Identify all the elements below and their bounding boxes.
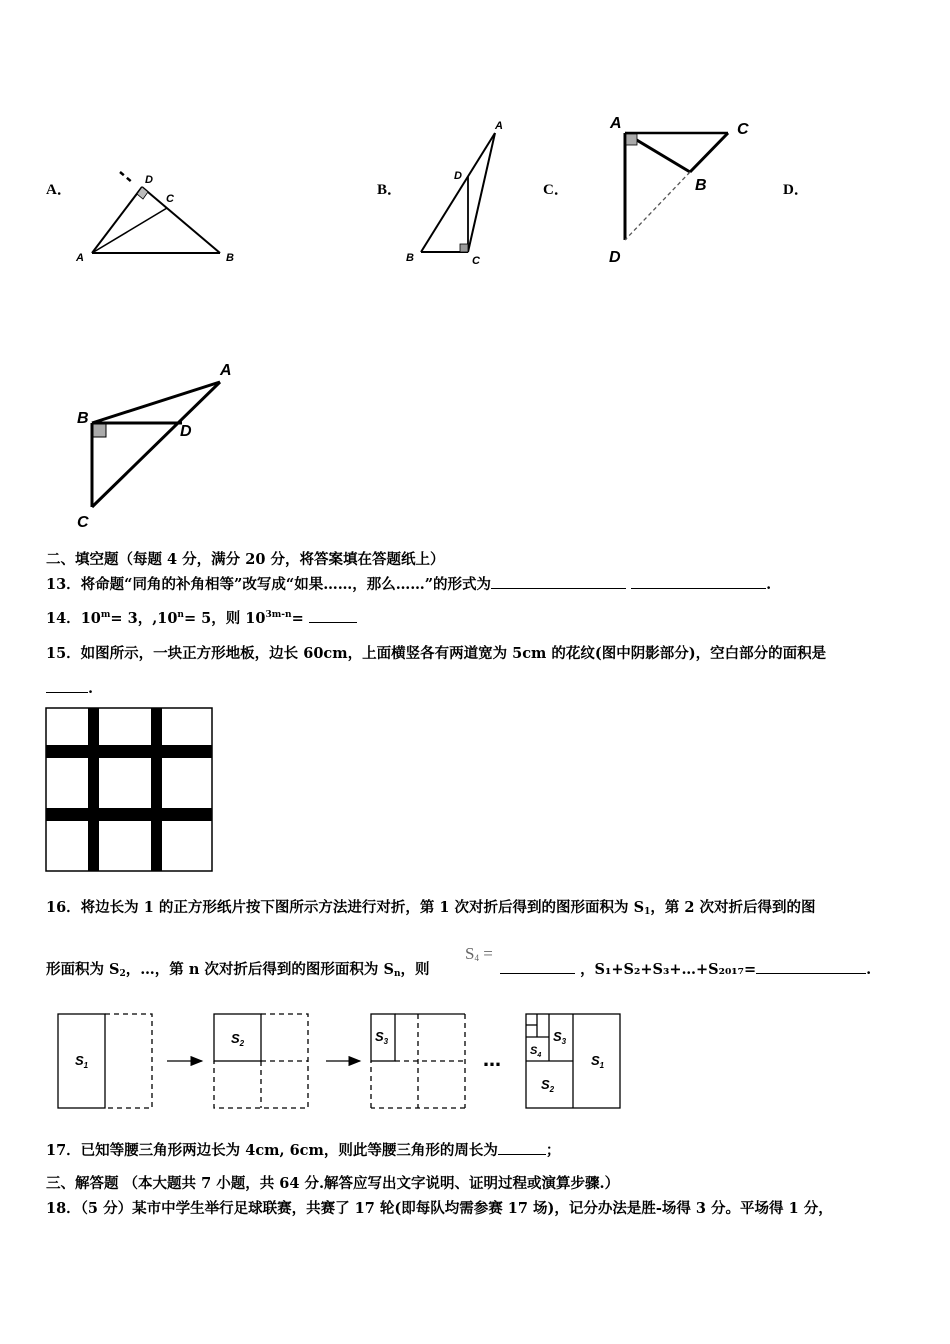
fig-c-label-b: B bbox=[695, 177, 707, 194]
fold-step3-s3: $S_3$ bbox=[375, 1029, 389, 1046]
question-16-line1 bbox=[46, 896, 816, 917]
fig-d-label-a: A bbox=[220, 362, 232, 379]
fold-step1-s1: $S_1$ bbox=[75, 1053, 89, 1070]
question-16-line2 bbox=[46, 958, 430, 979]
section-3-title: 三、解答题 （本大题共 7 小题，共 64 分.解答应写出文字说明、证明过程或演算步骤.） bbox=[46, 1175, 620, 1192]
q13-text: 13．将命题“同角的补角相等”改写成“如果……，那么……”的形式为 bbox=[46, 576, 492, 593]
q15-answer bbox=[46, 680, 93, 697]
s4-label: S bbox=[465, 944, 475, 963]
fig-a-label-a: A bbox=[76, 252, 84, 264]
option-b-label: B． bbox=[377, 182, 403, 198]
q14-p2-sup: n bbox=[177, 610, 184, 620]
q13-blank-2[interactable] bbox=[631, 588, 766, 589]
fig-a-label-b: B bbox=[226, 252, 234, 264]
fold-step4-s3: $S_3$ bbox=[553, 1029, 567, 1046]
q14-p4: = bbox=[291, 610, 309, 627]
fig-b-label-d: D bbox=[454, 170, 462, 182]
q17-end: ； bbox=[545, 1142, 561, 1159]
folding-sequence-figure bbox=[55, 1010, 630, 1112]
fig-a-label-d: D bbox=[145, 174, 153, 186]
q15-text: 15．如图所示，一块正方形地板，边长 60cm，上面横竖各有两道宽为 5cm 的花纹(图中阴影部分)，空白部分的面积是 bbox=[46, 645, 827, 662]
s4-sub: 4 bbox=[474, 953, 479, 963]
fold-step4-s1: $S_1$ bbox=[591, 1053, 605, 1070]
q14-p3: = 5，则 10 bbox=[183, 610, 266, 627]
q16-line2-sub: 2 bbox=[119, 969, 126, 979]
option-a-label: A． bbox=[46, 182, 72, 198]
q17-text: 17．已知等腰三角形两边长为 4cm, 6cm，则此等腰三角形的周长为 bbox=[46, 1142, 498, 1159]
q16-line1-end: ，第 2 次对折后得到的图 bbox=[650, 899, 816, 916]
q16-line2-sub2: n bbox=[393, 969, 401, 979]
fold-step2-s2: $S_2$ bbox=[231, 1031, 245, 1048]
q15-end: . bbox=[88, 680, 94, 697]
q16-answer-row bbox=[500, 958, 871, 979]
q17-blank[interactable] bbox=[498, 1154, 546, 1155]
s4-eq: = bbox=[483, 944, 493, 963]
fig-d-label-d: D bbox=[180, 423, 192, 440]
q16-sum-text: ，S₁+S₂+S₃+…+S₂₀₁₇= bbox=[580, 961, 757, 978]
q14-num: 14． bbox=[46, 610, 81, 627]
figure-option-b bbox=[400, 115, 515, 270]
q16-line2-end: ，则 bbox=[400, 961, 430, 978]
q16-blank-2[interactable] bbox=[756, 973, 866, 974]
question-17 bbox=[46, 1139, 560, 1160]
fig-c-label-d: D bbox=[609, 249, 621, 266]
question-18: 18．（5 分）某市中学生举行足球联赛，共赛了 17 轮(即每队均需参赛 17 场)，记分办法是胜-场得 3 分。平场得 1 分， bbox=[46, 1200, 833, 1217]
fig-c-label-c: C bbox=[737, 121, 749, 138]
q13-blank-1[interactable] bbox=[491, 588, 626, 589]
fig-b-label-a: A bbox=[495, 120, 503, 132]
q14-p3-sup: 3m-n bbox=[265, 610, 292, 620]
fold-step4-s4: $S_4$ bbox=[530, 1045, 542, 1059]
fig-c-label-a: A bbox=[610, 115, 622, 132]
fold-step4-s2: $S_2$ bbox=[541, 1077, 555, 1094]
q16-line2: 形面积为 S bbox=[46, 961, 120, 978]
q16-line1: 16．将边长为 1 的正方形纸片按下图所示方法进行对折，第 1 次对折后得到的图形面积为 S bbox=[46, 899, 645, 916]
q16-s4-formula bbox=[465, 944, 493, 964]
option-d-label: D． bbox=[783, 182, 809, 198]
question-13 bbox=[46, 573, 771, 594]
option-c-label: C． bbox=[543, 182, 569, 198]
q14-p2: = 3，,10 bbox=[110, 610, 178, 627]
q16-end: . bbox=[866, 961, 872, 978]
q16-line2-mid: ，…，第 n 次对折后得到的图形面积为 S bbox=[125, 961, 394, 978]
figure-option-d bbox=[70, 355, 250, 530]
fig-b-label-b: B bbox=[406, 252, 414, 264]
fig-d-label-c: C bbox=[77, 514, 89, 530]
section-2-title: 二、填空题（每题 4 分，满分 20 分，将答案填在答题纸上） bbox=[46, 551, 445, 568]
floor-pattern-figure bbox=[45, 707, 213, 872]
fold-ellipsis: … bbox=[483, 1050, 501, 1071]
q16-blank-1[interactable] bbox=[500, 973, 575, 974]
figure-option-c bbox=[600, 110, 760, 270]
fig-d-label-b: B bbox=[77, 410, 89, 427]
figure-option-a bbox=[70, 165, 250, 270]
q14-p1: 10 bbox=[80, 610, 101, 627]
fig-b-label-c: C bbox=[472, 255, 480, 267]
question-14 bbox=[46, 607, 357, 628]
q16-line1-sub: 1 bbox=[644, 907, 651, 917]
q14-p1-sup: m bbox=[100, 610, 111, 620]
q13-end: . bbox=[766, 576, 772, 593]
q14-blank[interactable] bbox=[309, 622, 357, 623]
q15-blank[interactable] bbox=[46, 692, 88, 693]
fig-a-label-c: C bbox=[166, 193, 174, 205]
